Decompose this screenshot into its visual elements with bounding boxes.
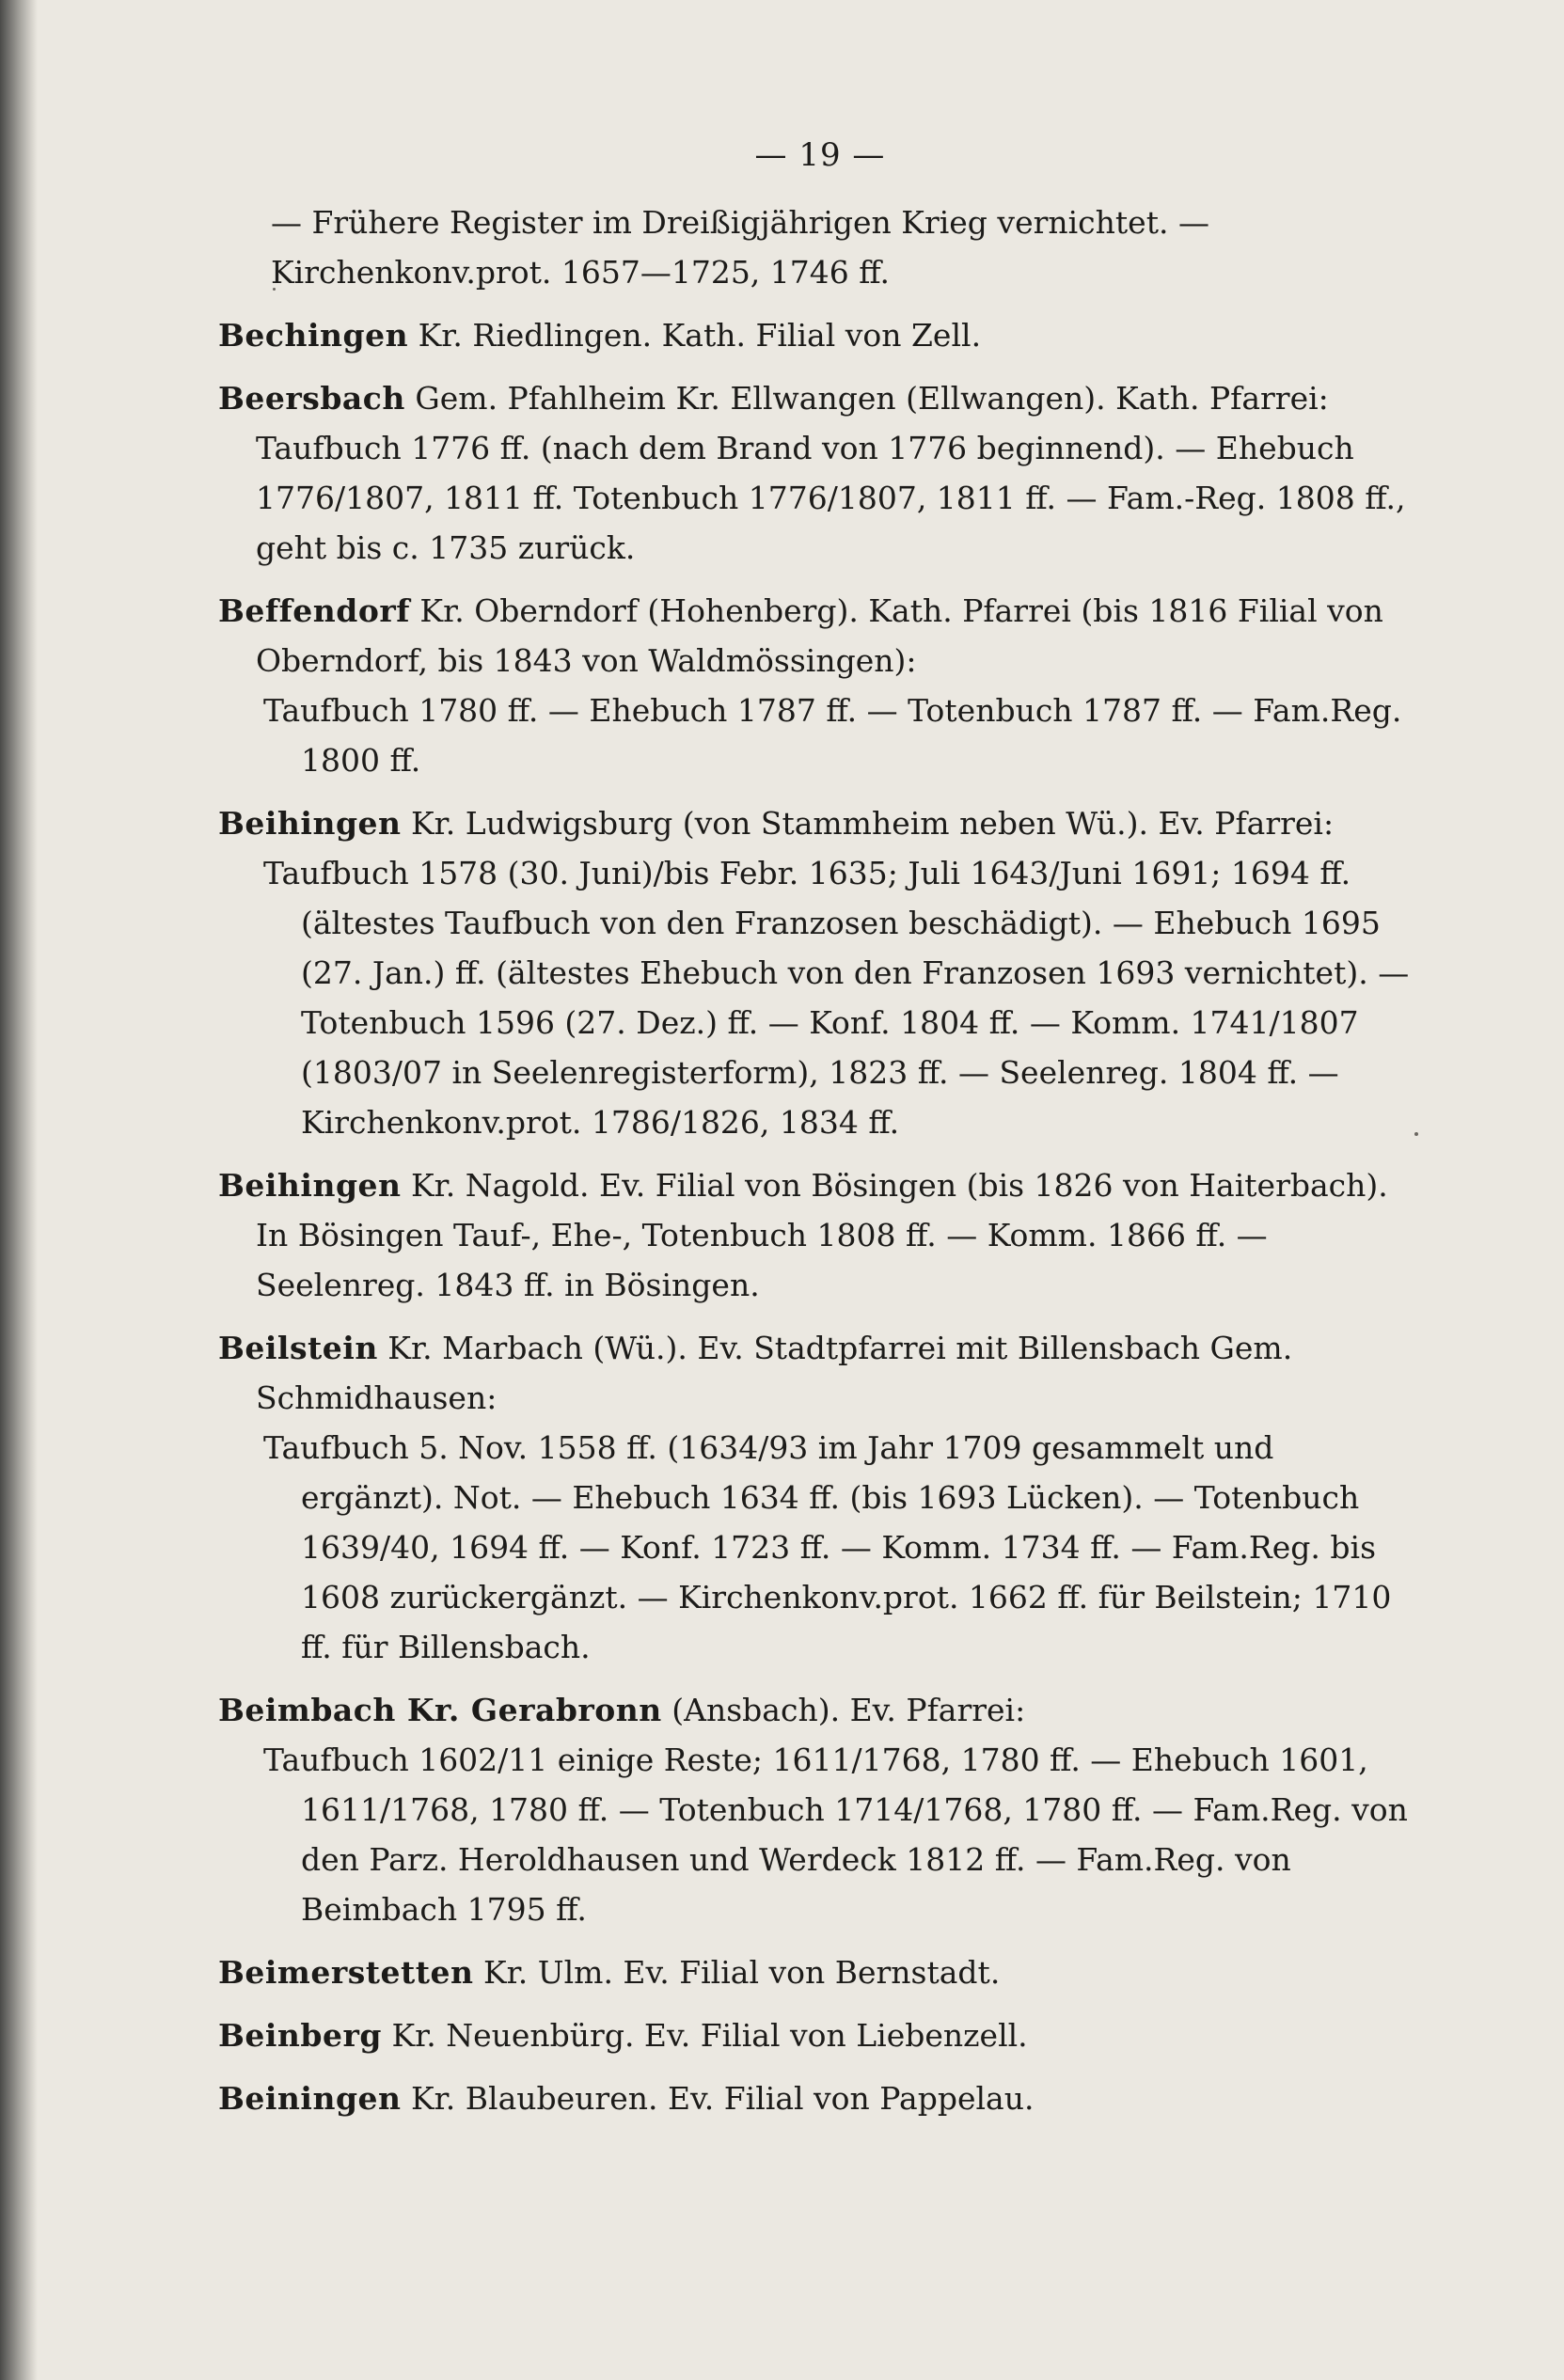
entry-lemma: Beinberg — [218, 2017, 382, 2054]
entry-beihingen-ludwigsburg — [218, 798, 1422, 1147]
entry-text: Kr. Blaubeuren. Ev. Filial von Pappelau. — [401, 2080, 1035, 2117]
entry-text: Kr. Marbach (Wü.). Ev. Stadtpfarrei mit Billensbach Gem. Schmidhausen: — [256, 1330, 1293, 1416]
entry-beinberg — [218, 2010, 1422, 2060]
entry-beihingen-nagold — [218, 1160, 1422, 1310]
entry-text: Kr. Oberndorf (Hohenberg). Kath. Pfarrei (bis 1816 Filial von Oberndorf, bis 1843 von Waldmössingen): — [256, 592, 1383, 679]
entry-records: Taufbuch 1578 (30. Juni)/bis Febr. 1635; Juli 1643/Juni 1691; 1694 ff. (ältestes Taufbuch von den Franzosen beschädigt). — Ehebuch 1695 (27. Jan.) ff. (ältestes Ehebuch von den Franzosen 1693 vernichtet). — Totenbuch 1596 (27. Dez.) ff. — Konf. 1804 ff. — Komm. 1741/1807 (1803/07 in Seelenregisterform), 1823 ff. — Seelenreg. 1804 ff. — Kirchenkonv.prot. 1786/1826, 1834 ff. — [263, 855, 1410, 1141]
entry-beffendorf — [218, 586, 1422, 785]
page-number: — 19 — — [754, 136, 886, 174]
intro-paragraph — [218, 197, 1422, 297]
entry-lemma: Beilstein — [218, 1330, 378, 1366]
entry-lemma: Beihingen — [218, 1167, 402, 1204]
entry-beilstein — [218, 1323, 1422, 1672]
entry-text: Kr. Ulm. Ev. Filial von Bernstadt. — [473, 1954, 1001, 1991]
entry-text: Gem. Pfahlheim Kr. Ellwangen (Ellwangen). Kath. Pfarrei: Taufbuch 1776 ff. (nach dem Brand von 1776 beginnend). — Ehebuch 1776/1807, 1811 ff. Totenbuch 1776/1807, 1811 ff. — Fam.-Reg. 1808 ff., geht bis c. 1735 zurück. — [256, 380, 1406, 566]
entry-lemma: Beihingen — [218, 805, 402, 842]
entry-beimerstetten — [218, 1947, 1422, 1997]
intro-line-2: Kirchenkonv.prot. 1657—1725, 1746 ff. — [271, 254, 891, 291]
entry-lemma: Beersbach — [218, 380, 405, 417]
entry-text: Kr. Ludwigsburg (von Stammheim neben Wü.). Ev. Pfarrei: — [401, 805, 1335, 842]
entry-text: Kr. Riedlingen. Kath. Filial von Zell. — [408, 317, 982, 354]
page-text — [218, 113, 1422, 2136]
entry-records: Taufbuch 1780 ff. — Ehebuch 1787 ff. — Totenbuch 1787 ff. — Fam.Reg. 1800 ff. — [263, 692, 1402, 779]
entry-lemma: Beffendorf — [218, 592, 410, 629]
entry-beimbach — [218, 1685, 1422, 1934]
entry-text: Kr. Neuenbürg. Ev. Filial von Liebenzell. — [381, 2017, 1028, 2054]
entry-records: Taufbuch 5. Nov. 1558 ff. (1634/93 im Jahr 1709 gesammelt und ergänzt). Not. — Ehebuch 1634 ff. (bis 1693 Lücken). — Totenbuch 1639/40, 1694 ff. — Konf. 1723 ff. — Komm. 1734 ff. — Fam.Reg. bis 1608 zurückergänzt. — Kirchenkonv.prot. 1662 ff. für Beilstein; 1710 ff. für Billensbach. — [263, 1429, 1392, 1665]
entry-lemma: Beimerstetten — [218, 1954, 474, 1991]
entry-lemma: Beiningen — [218, 2080, 402, 2117]
entry-text: (Ansbach). Ev. Pfarrei: — [661, 1692, 1026, 1728]
entry-text: Kr. Nagold. Ev. Filial von Bösingen (bis 1826 von Haiterbach). In Bösingen Tauf-, Ehe-, Totenbuch 1808 ff. — Komm. 1866 ff. — Seelenreg. 1843 ff. in Bösingen. — [256, 1167, 1388, 1303]
entry-bechingen — [218, 310, 1422, 360]
entry-lemma: Beimbach Kr. Gerabronn — [218, 1692, 662, 1728]
intro-line-1: — Frühere Register im Dreißigjährigen Krieg vernichtet. — — [271, 204, 1209, 241]
entry-beiningen — [218, 2073, 1422, 2123]
entry-lemma: Bechingen — [218, 317, 409, 354]
entry-beersbach — [218, 373, 1422, 573]
page-gutter-shadow — [0, 0, 38, 2380]
entry-records: Taufbuch 1602/11 einige Reste; 1611/1768, 1780 ff. — Ehebuch 1601, 1611/1768, 1780 ff. — Totenbuch 1714/1768, 1780 ff. — Fam.Reg. von den Parz. Heroldhausen und Werdeck 1812 ff. — Fam.Reg. von Beimbach 1795 ff. — [263, 1742, 1408, 1928]
